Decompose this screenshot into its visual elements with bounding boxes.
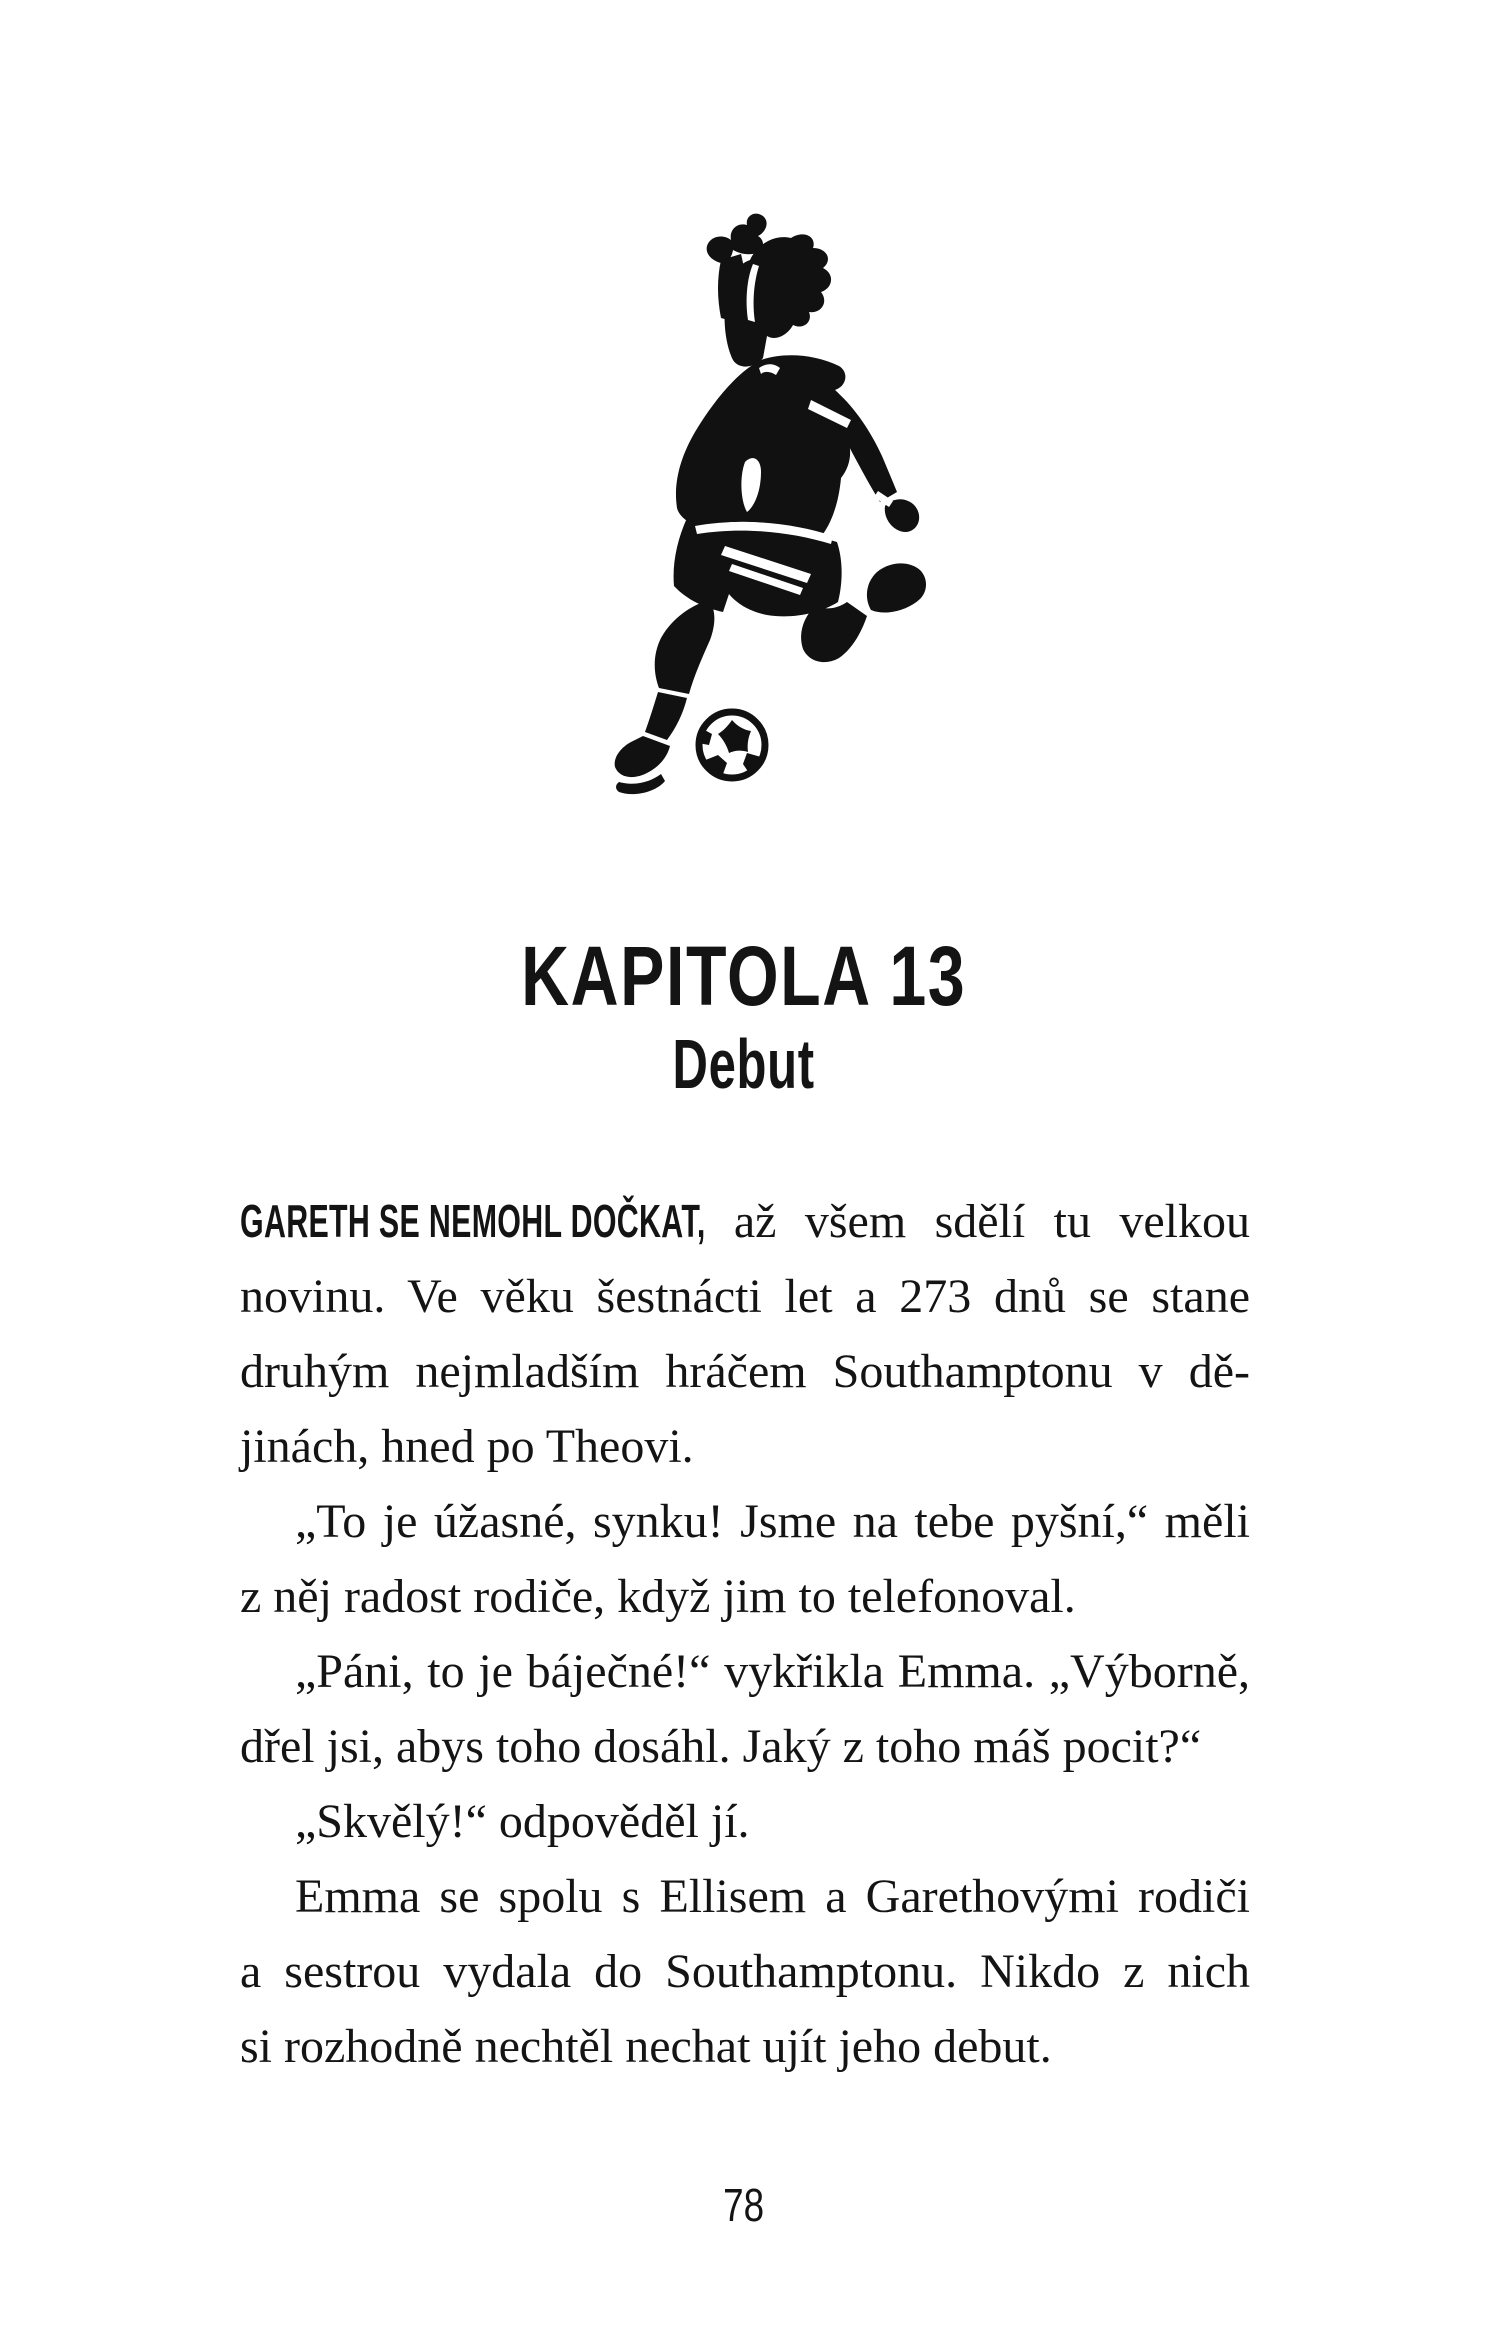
page-number-text: 78 — [723, 2179, 765, 2231]
page-number — [0, 2179, 1488, 2231]
body-line: novinu. Ve věku šestnácti let a 273 dnů se stane — [240, 1270, 1250, 1323]
body-line: druhým nejmladším hráčem Southamptonu v dě- — [240, 1345, 1250, 1398]
body-line: „Páni, to je báječné!“ vykřikla Emma. „Výborně, — [295, 1645, 1250, 1698]
body-text — [240, 1184, 1250, 2084]
body-line: z něj radost rodiče, když jim to telefonoval. — [240, 1570, 1076, 1623]
soccer-ball-icon — [698, 712, 765, 778]
body-line: Emma se spolu s Ellisem a Garethovými rodiči — [295, 1870, 1250, 1923]
body-line: „Skvělý!“ odpověděl jí. — [295, 1795, 750, 1848]
body-line: jinách, hned po Theovi. — [240, 1420, 694, 1473]
chapter-title-text: Debut — [672, 1025, 816, 1103]
chapter-label — [0, 929, 1488, 1023]
body-line: dřel jsi, abys toho dosáhl. Jaký z toho máš pocit?“ — [240, 1720, 1202, 1773]
body-line: „To je úžasné, synku! Jsme na tebe pyšní,“ měli — [295, 1495, 1250, 1548]
body-line: a sestrou vydala do Southamptonu. Nikdo z nich — [240, 1945, 1250, 1998]
body-line: si rozhodně nechtěl nechat ujít jeho debut. — [240, 2020, 1052, 2073]
soccer-player-illustration — [575, 160, 995, 815]
body-line: GARETH SE NEMOHL DOČKAT, až všem sdělí tu velkou — [240, 1184, 1250, 1259]
soccer-player-kicking-ball-icon — [575, 160, 995, 815]
chapter-label-text: KAPITOLA 13 — [521, 929, 967, 1023]
chapter-title — [0, 1025, 1488, 1103]
lead-in-text: GARETH SE NEMOHL DOČKAT, — [240, 1195, 706, 1247]
player-silhouette — [615, 214, 926, 795]
